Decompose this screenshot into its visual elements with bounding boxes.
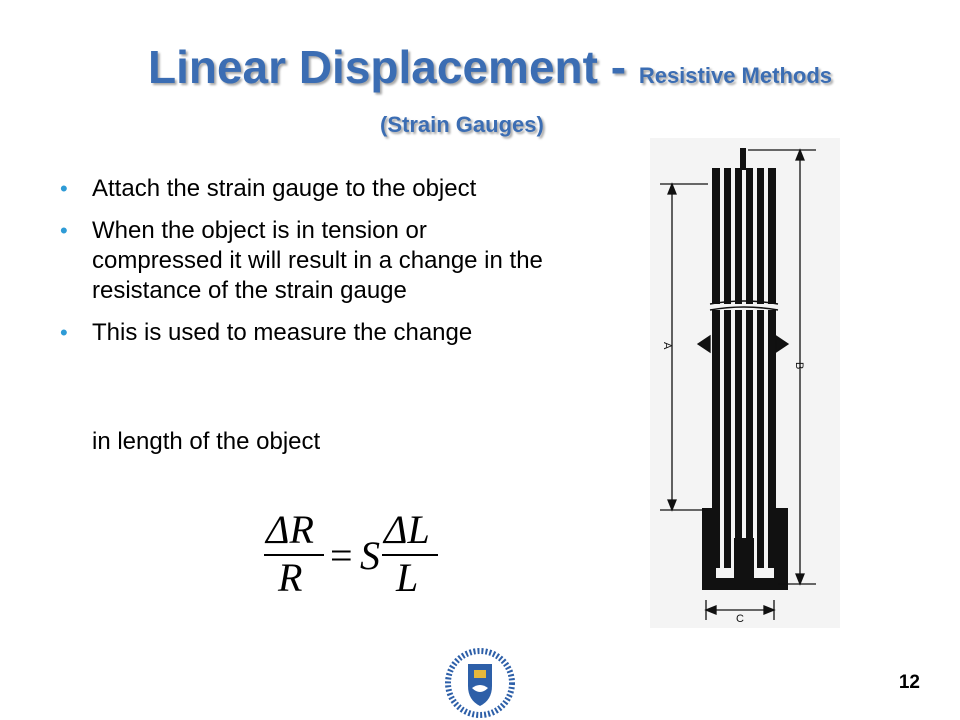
bullet-text: This is used to measure the change <box>92 319 473 346</box>
dimension-label-c: C <box>736 613 744 625</box>
bullet-text: Attach the strain gauge to the object <box>92 175 477 202</box>
formula-factor: S <box>360 533 380 578</box>
bullet-dot-icon: • <box>60 176 68 201</box>
formula-rhs-numerator: ΔL <box>384 507 430 552</box>
title-main: Linear Displacement - <box>148 41 639 93</box>
page-number: 12 <box>898 672 920 693</box>
formula-equals: = <box>330 533 353 578</box>
formula-lhs-denominator: R <box>278 555 303 600</box>
bullet-list <box>58 174 618 360</box>
university-crest-logo <box>440 648 520 718</box>
bullet-text: When the object is in tension or compressed it will result in a change in the resistance of the strain gauge <box>92 217 543 304</box>
bullet-item <box>58 216 552 306</box>
bullet-item <box>58 318 618 348</box>
crest-emblem <box>474 670 486 678</box>
bullet-item <box>58 174 618 204</box>
gauge-top-tab <box>740 148 746 170</box>
bullet-dot-icon: • <box>60 218 68 243</box>
strain-gauge-diagram <box>650 138 840 628</box>
bullet-continuation: in length of the object <box>92 428 321 455</box>
title-sub-line2: (Strain Gauges) <box>380 112 544 137</box>
formula-rhs-denominator: L <box>396 555 419 600</box>
slide-title <box>40 41 940 137</box>
title-sub: Resistive Methods <box>638 63 832 88</box>
bullet-dot-icon: • <box>60 320 68 345</box>
strain-gauge-formula <box>262 505 442 605</box>
dimension-label-b: B <box>793 362 805 370</box>
dimension-label-a: A <box>661 342 673 350</box>
formula-lhs-numerator: ΔR <box>266 507 314 552</box>
